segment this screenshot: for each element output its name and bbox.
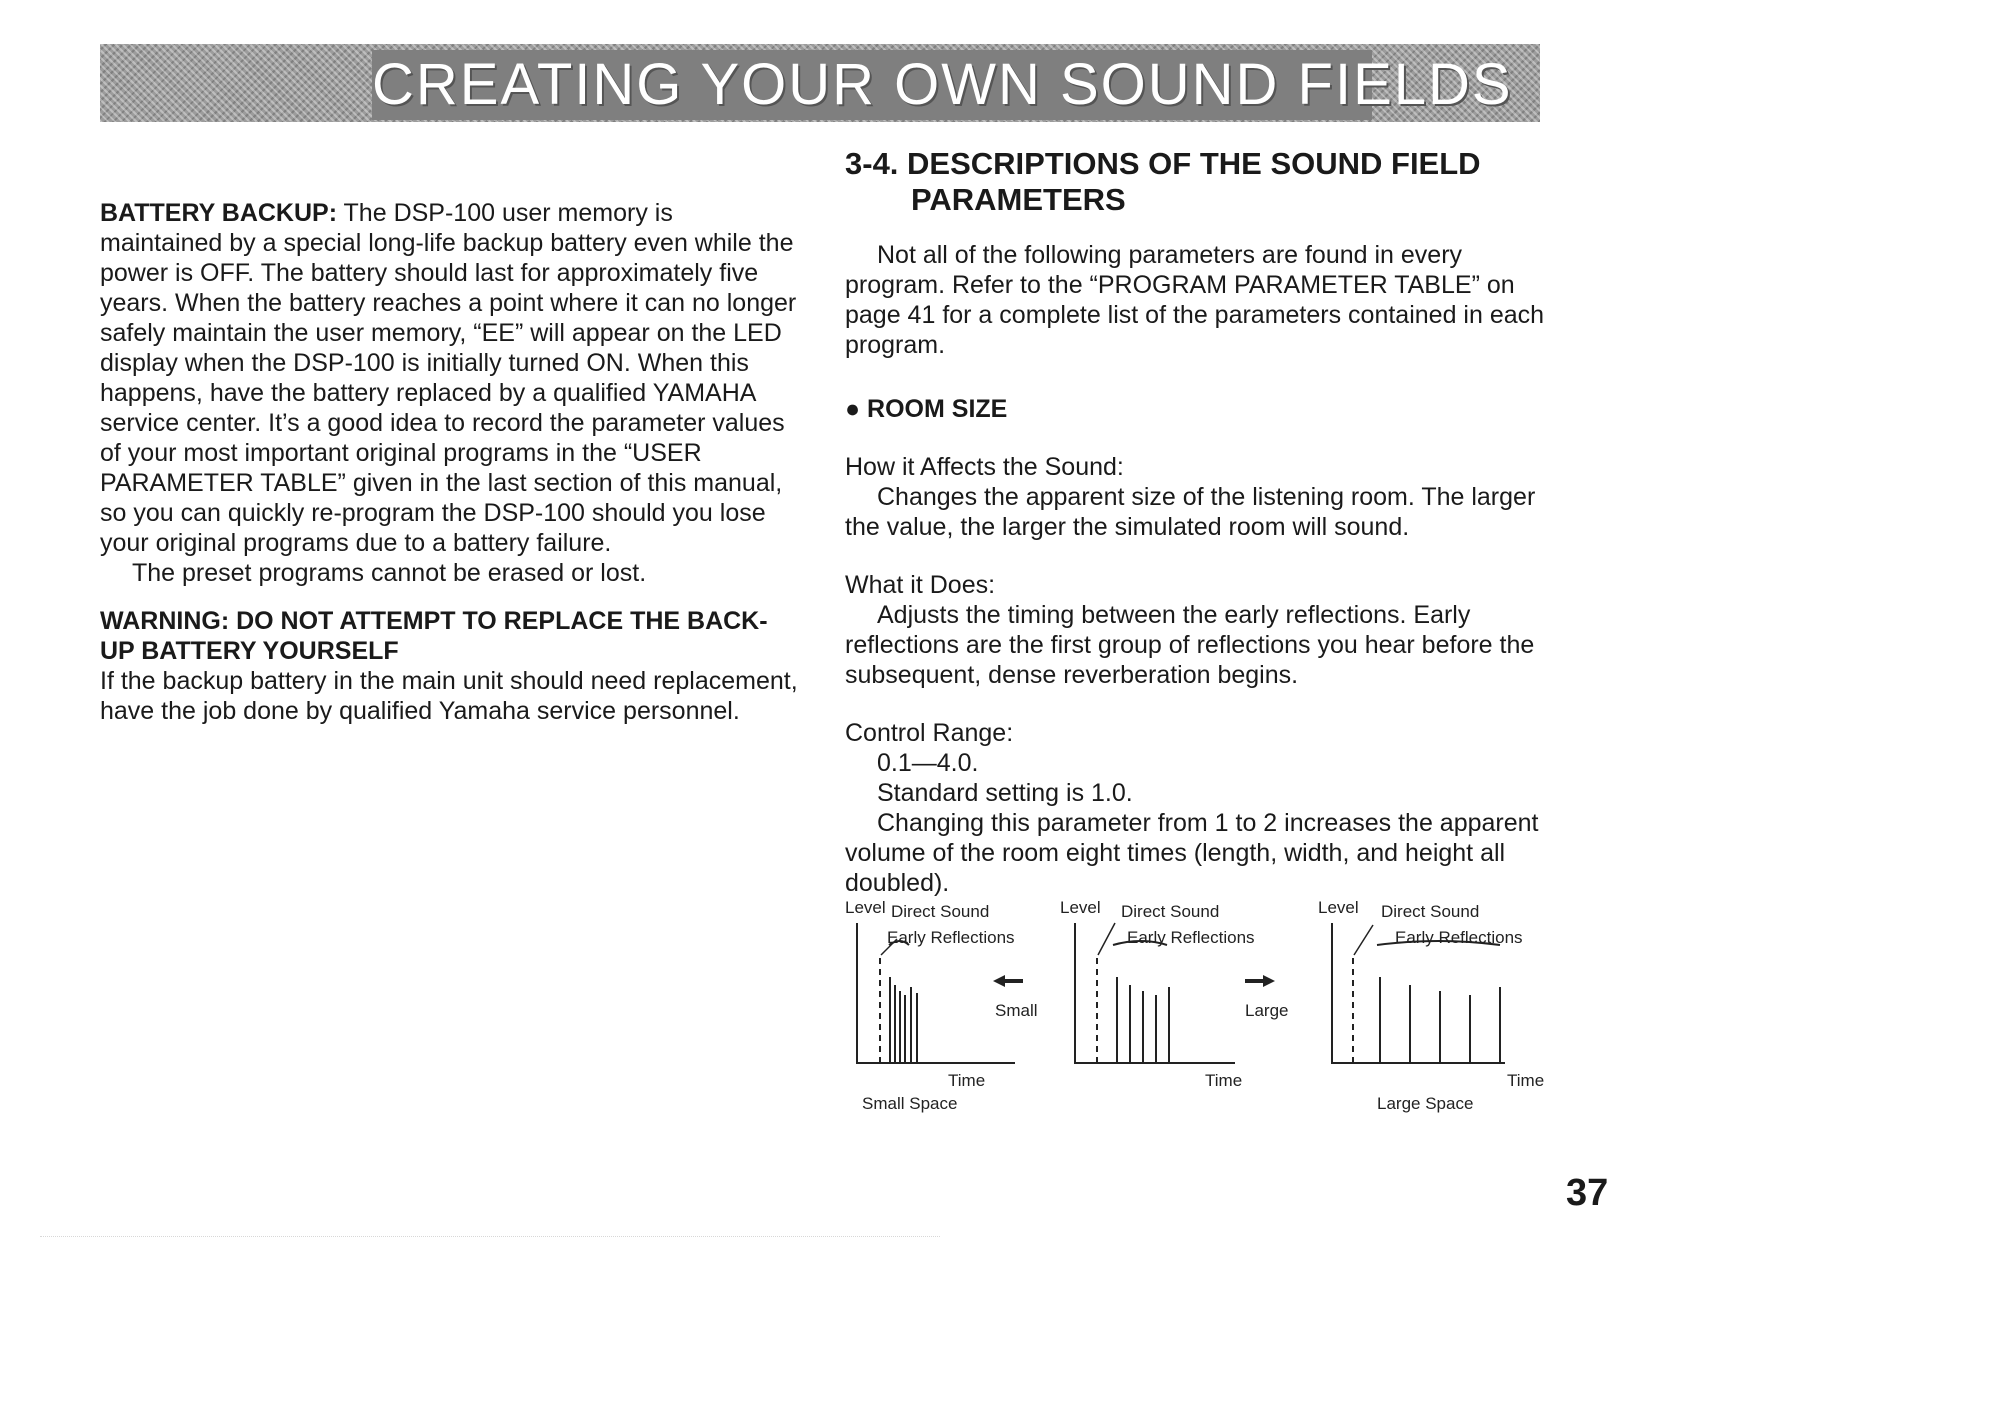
control-range-heading: Control Range:	[845, 719, 1014, 747]
time-label: Time	[1205, 1071, 1243, 1090]
small-space-reflections	[880, 941, 917, 1063]
page-title: CREATING YOUR OWN SOUND FIELDS	[372, 50, 1372, 120]
left-column	[100, 198, 800, 726]
direct-sound-label: Direct Sound	[1381, 902, 1480, 921]
room-size-heading: ● ROOM SIZE	[845, 395, 1008, 423]
early-reflections-label: Early Reflections	[1127, 928, 1255, 947]
how-text: Changes the apparent size of the listening room. The larger the value, the larger the simulated room will sound.	[845, 483, 1536, 541]
small-label: Small	[995, 1001, 1038, 1020]
large-space-reflections	[1353, 941, 1500, 1063]
direct-sound-label: Direct Sound	[1121, 902, 1220, 921]
direct-sound-label: Direct Sound	[891, 902, 990, 921]
reflection-diagram-svg	[845, 895, 1565, 1135]
early-reflections-label: Early Reflections	[887, 928, 1015, 947]
medium-space-reflections	[1097, 941, 1169, 1063]
warning-text: If the backup battery in the main unit should need replacement, have the job done by qualified Yamaha service personnel.	[100, 667, 798, 725]
page-number: 37	[1566, 1172, 1609, 1214]
room-size-diagrams	[845, 895, 1565, 1135]
large-arrow-icon	[1245, 975, 1275, 987]
right-column	[845, 146, 1560, 898]
preset-note: The preset programs cannot be erased or lost.	[132, 559, 647, 587]
section-heading	[845, 146, 1560, 218]
time-label: Time	[948, 1071, 986, 1090]
standard-setting: Standard setting is 1.0.	[877, 779, 1133, 807]
title-banner	[100, 44, 1540, 122]
large-label: Large	[1245, 1001, 1289, 1020]
small-space-label: Small Space	[862, 1094, 958, 1113]
intro-paragraph: Not all of the following parameters are found in every program. Refer to the “PROGRAM PARAMETER TABLE” on page 41 for a complete list of the parameters contained in each program.	[845, 241, 1545, 359]
direct-sound-pointer	[1098, 923, 1115, 955]
section-heading-line-2: PARAMETERS	[911, 182, 1126, 217]
what-heading: What it Does:	[845, 571, 996, 599]
level-label: Level	[1318, 898, 1359, 917]
scan-artifact-line	[40, 1236, 940, 1237]
section-heading-line-1: 3-4. DESCRIPTIONS OF THE SOUND FIELD	[845, 146, 1481, 181]
level-label: Level	[845, 898, 886, 917]
small-arrow-icon	[993, 975, 1023, 987]
battery-backup-paragraph	[100, 198, 800, 558]
large-space-label: Large Space	[1377, 1094, 1474, 1113]
direct-sound-pointer	[1354, 925, 1373, 955]
time-label: Time	[1507, 1071, 1545, 1090]
how-heading: How it Affects the Sound:	[845, 453, 1124, 481]
warning-heading: WARNING: DO NOT ATTEMPT TO REPLACE THE BACK-UP BATTERY YOURSELF	[100, 607, 768, 665]
battery-backup-text: The DSP-100 user memory is maintained by a special long-life backup battery even while the power is OFF. The battery should last for approximately five years. When the battery reaches a point where it can no longer safely maintain the user memory, “EE” will appear on the LED display when the DSP-100 is initially turned ON. When this happens, have the battery replaced by a qualified YAMAHA service center. It’s a good idea to record the parameter values of your most important original programs in the “USER PARAMETER TABLE” given in the last section of this manual, so you can quickly re-program the DSP-100 should you lose your original programs due to a battery failure.	[100, 199, 797, 557]
change-text: Changing this parameter from 1 to 2 increases the apparent volume of the room eight times (length, width, and height all doubled).	[845, 809, 1539, 897]
control-range-value: 0.1—4.0.	[877, 749, 979, 777]
what-text: Adjusts the timing between the early reflections. Early reflections are the first group of reflections you hear before the subsequent, dense reverberation begins.	[845, 601, 1535, 689]
level-label: Level	[1060, 898, 1101, 917]
battery-backup-label: BATTERY BACKUP:	[100, 199, 338, 227]
early-reflections-label: Early Reflections	[1395, 928, 1523, 947]
